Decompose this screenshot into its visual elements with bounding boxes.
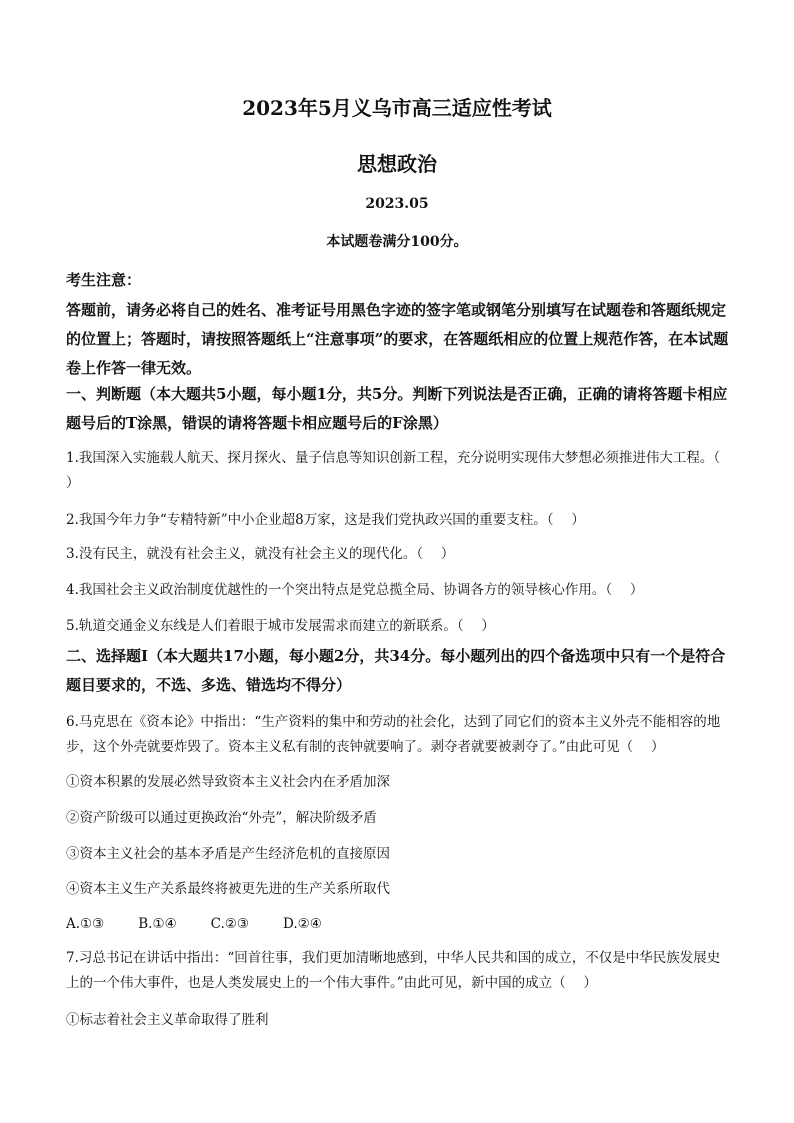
section2-heading: 二、选择题Ⅰ（本大题共17小题，每小题2分，共34分。每小题列出的四个备选项中只有一个是符合题目要求的，不选、多选、错选均不得分） [66, 647, 726, 694]
notice-label: 考生注意： [66, 271, 142, 289]
choice-a: A.①③ [66, 916, 105, 932]
exam-title: 2023年5月义乌市高三适应性考试 [242, 96, 552, 120]
notice-text: 答题前，请务必将自己的姓名、准考证号用黑色字迹的签字笔或钢笔分别填写在试题卷和答题纸规定的位置上；答题时，请按照答题纸上“注意事项”的要求，在答题纸相应的位置上规范作答，在本试题卷上作答一律无效。 [66, 301, 729, 377]
section1-heading: 一、判断题（本大题共5小题，每小题1分，共5分。判断下列说法是否正确，正确的请将答题卡相应题号后的T涂黑，错误的请将答题卡相应题号后的F涂黑） [66, 385, 728, 432]
question-3: 3.没有民主，就没有社会主义，就没有社会主义的现代化。（ ） [66, 546, 455, 562]
score-note: 本试题卷满分100分。 [326, 234, 468, 250]
question-7-option-1: ①标志着社会主义革命取得了胜利 [66, 1012, 269, 1028]
subject-title: 思想政治 [357, 152, 437, 176]
question-5: 5.轨道交通金义东线是人们着眼于城市发展需求而建立的新联系。（ ） [66, 618, 495, 634]
question-6-option-1: ①资本积累的发展必然导致资本主义社会内在矛盾加深 [66, 774, 390, 790]
choice-d: D.②④ [283, 916, 322, 932]
exam-date: 2023.05 [365, 196, 429, 212]
question-6-option-4: ④资本主义生产关系最终将被更先进的生产关系所取代 [66, 881, 390, 897]
question-6-option-3: ③资本主义社会的基本矛盾是产生经济危机的直接原因 [66, 846, 390, 862]
question-6-option-2: ②资产阶级可以通过更换政治“外壳”，解决阶级矛盾 [66, 810, 377, 826]
choice-b: B.①④ [138, 916, 177, 932]
question-1: 1.我国深入实施载人航天、探月探火、量子信息等知识创新工程，充分说明实现伟大梦想必须推进伟大工程。（ ） [66, 450, 738, 491]
question-6-choices [66, 912, 730, 937]
question-2: 2.我国今年力争“专精特新”中小企业超8万家，这是我们党执政兴国的重要支柱。（ ） [66, 512, 585, 528]
choice-c: C.②③ [210, 916, 250, 932]
question-7-stem: 7.习总书记在讲话中指出：“回首往事，我们更加清晰地感到，中华人民共和国的成立，不仅是中华民族发展史上的一个伟大事件，也是人类发展史上的一个伟大事件。”由此可见，新中国的成立（ ） [66, 950, 721, 991]
question-4: 4.我国社会主义政治制度优越性的一个突出特点是党总揽全局、协调各方的领导核心作用。（ ） [66, 582, 644, 598]
question-6-stem: 6.马克思在《资本论》中指出：“生产资料的集中和劳动的社会化，达到了同它们的资本主义外壳不能相容的地步，这个外壳就要炸毁了。资本主义私有制的丧钟就要响了。剥夺者就要被剥夺了。”由此可见（ ） [66, 714, 721, 755]
